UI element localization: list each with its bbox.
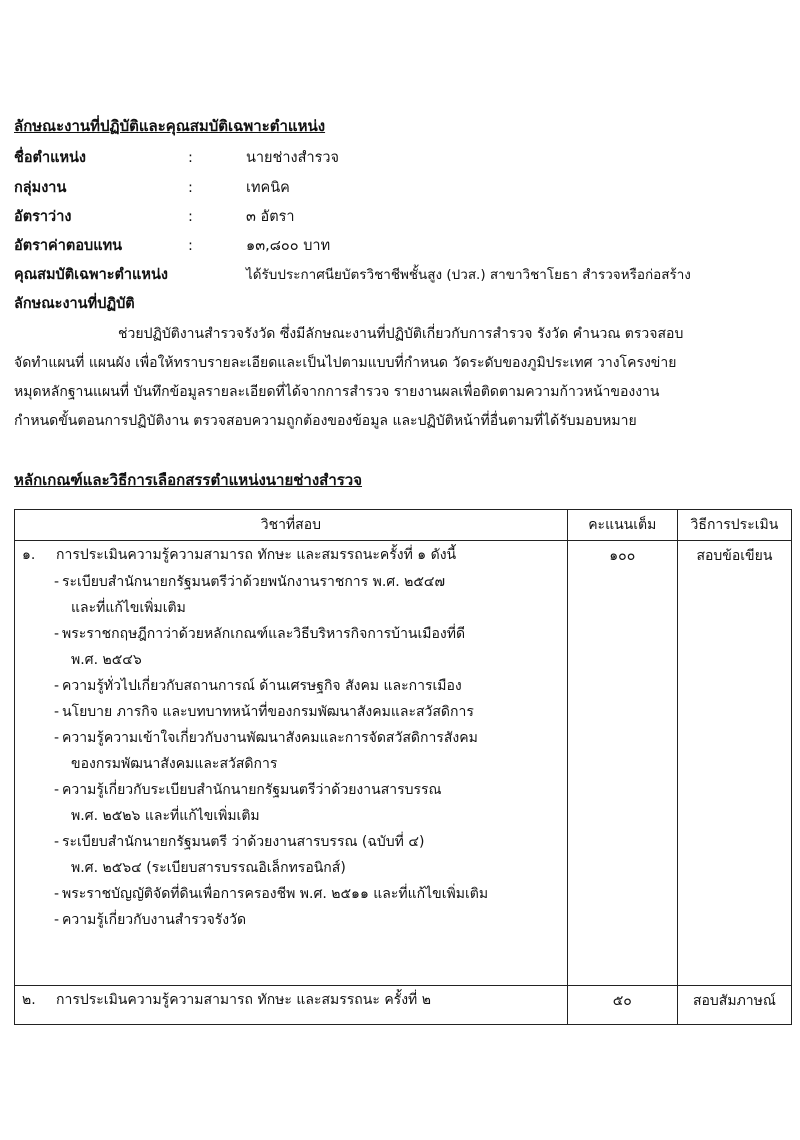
criteria-item (16, 987, 566, 1014)
sub-item: - ความรู้เกี่ยวกับระเบียบสำนักนายกรัฐมนตรีว่าด้วยงานสารบรรณ (16, 777, 566, 803)
item-text: การประเมินความรู้ความสามารถ ทักษะ และสมรรถนะ ครั้งที่ ๒ (56, 992, 431, 1008)
sub-item: - ระเบียบสำนักนายกรัฐมนตรีว่าด้วยพนักงานราชการ พ.ศ. ๒๕๔๗ (16, 569, 566, 595)
sub-item-continuation: พ.ศ. ๒๕๒๖ และที่แก้ไขเพิ่มเติม (71, 808, 260, 824)
selection-criteria-table (14, 509, 792, 1025)
field-label-job-group: กลุ่มงาน (14, 180, 67, 196)
subject-cell (15, 986, 568, 1025)
field-value-qualification: ได้รับประกาศนียบัตรวิชาชีพชั้นสูง (ปวส.) สาขาวิชาโยธา สำรวจหรือก่อสร้าง (246, 267, 691, 283)
header-full-score: คะแนนเต็ม (567, 510, 677, 541)
field-label-qualification: คุณสมบัติเฉพาะตำแหน่ง (14, 267, 168, 283)
header-subject: วิชาที่สอบ (15, 510, 568, 541)
sub-item: - ความรู้ความเข้าใจเกี่ยวกับงานพัฒนาสังคมและการจัดสวัสดิการสังคม (16, 725, 566, 751)
field-label-position-name: ชื่อตำแหน่ง (14, 150, 87, 166)
sub-item: - พระราชกฤษฎีกาว่าด้วยหลักเกณฑ์และวิธีบริหารกิจการบ้านเมืองที่ดี (16, 621, 566, 647)
field-colon: : (188, 180, 193, 196)
full-score-cell: ๑๐๐ (567, 541, 677, 986)
sub-item-continuation: พ.ศ. ๒๕๖๔ (ระเบียบสารบรรณอิเล็กทรอนิกส์) (71, 860, 346, 876)
item-number: ๑. (22, 547, 36, 563)
field-colon: : (188, 238, 193, 254)
table-row (15, 986, 792, 1025)
header-evaluation-method: วิธีการประเมิน (677, 510, 791, 541)
criteria-item (16, 542, 566, 569)
field-label-compensation: อัตราค่าตอบแทน (14, 238, 123, 254)
sub-item: - นโยบาย ภารกิจ และบทบาทหน้าที่ของกรมพัฒนาสังคมและสวัสดิการ (16, 699, 566, 725)
full-score-cell: ๕๐ (567, 986, 677, 1025)
sub-item: - ความรู้เกี่ยวกับงานสำรวจรังวัด (16, 907, 566, 933)
field-value-job-group: เทคนิค (246, 180, 290, 196)
field-value-compensation: ๑๓,๘๐๐ บาท (246, 238, 331, 254)
sub-item: - ระเบียบสำนักนายกรัฐมนตรี ว่าด้วยงานสารบรรณ (ฉบับที่ ๔) (16, 829, 566, 855)
table-header-row (15, 510, 792, 541)
subject-cell (15, 541, 568, 986)
evaluation-method-cell: สอบข้อเขียน (677, 541, 791, 986)
table-row (15, 541, 792, 986)
sub-item-continuation: ของกรมพัฒนาสังคมและสวัสดิการ (71, 756, 278, 772)
sub-item: - ความรู้ทั่วไปเกี่ยวกับสถานการณ์ ด้านเศรษฐกิจ สังคม และการเมือง (16, 673, 566, 699)
section-title-job-description: ลักษณะงานที่ปฏิบัติและคุณสมบัติเฉพาะตำแหน่ง (14, 117, 326, 135)
sub-item: - พระราชบัญญัติจัดที่ดินเพื่อการครองชีพ พ.ศ. ๒๕๑๑ และที่แก้ไขเพิ่มเติม (16, 881, 566, 907)
field-label-vacancies: อัตราว่าง (14, 209, 72, 225)
field-value-vacancies: ๓ อัตรา (246, 209, 295, 225)
duty-paragraph-line: หมุดหลักฐานแผนที่ บันทึกข้อมูลรายละเอียดที่ได้จากการสำรวจ รายงานผลเพื่อติดตามความก้าวหน้าของงาน (14, 384, 660, 400)
duty-paragraph-line: จัดทำแผนที่ แผนผัง เพื่อให้ทราบรายละเอียดและเป็นไปตามแบบที่กำหนด วัดระดับของภูมิประเทศ วางโครงข่าย (14, 355, 677, 371)
field-colon: : (188, 209, 193, 225)
sub-item-continuation: พ.ศ. ๒๕๔๖ (71, 652, 142, 668)
duty-heading: ลักษณะงานที่ปฏิบัติ (14, 296, 135, 312)
item-number: ๒. (22, 992, 36, 1008)
duty-paragraph-line: กำหนดขั้นตอนการปฏิบัติงาน ตรวจสอบความถูกต้องของข้อมูล และปฏิบัติหน้าที่อื่นตามที่ได้รับมอบหมาย (14, 413, 637, 429)
sub-item-continuation: และที่แก้ไขเพิ่มเติม (71, 600, 186, 616)
field-value-position-name: นายช่างสำรวจ (246, 150, 340, 166)
duty-paragraph-line: ช่วยปฏิบัติงานสำรวจรังวัด ซึ่งมีลักษณะงานที่ปฏิบัติเกี่ยวกับการสำรวจ รังวัด คำนวณ ตรวจสอบ (118, 326, 684, 342)
field-colon: : (188, 150, 193, 166)
section-title-selection-criteria: หลักเกณฑ์และวิธีการเลือกสรรตำแหน่งนายช่างสำรวจ (14, 471, 363, 489)
item-text: การประเมินความรู้ความสามารถ ทักษะ และสมรรถนะครั้งที่ ๑ ดังนี้ (56, 547, 457, 563)
evaluation-method-cell: สอบสัมภาษณ์ (677, 986, 791, 1025)
